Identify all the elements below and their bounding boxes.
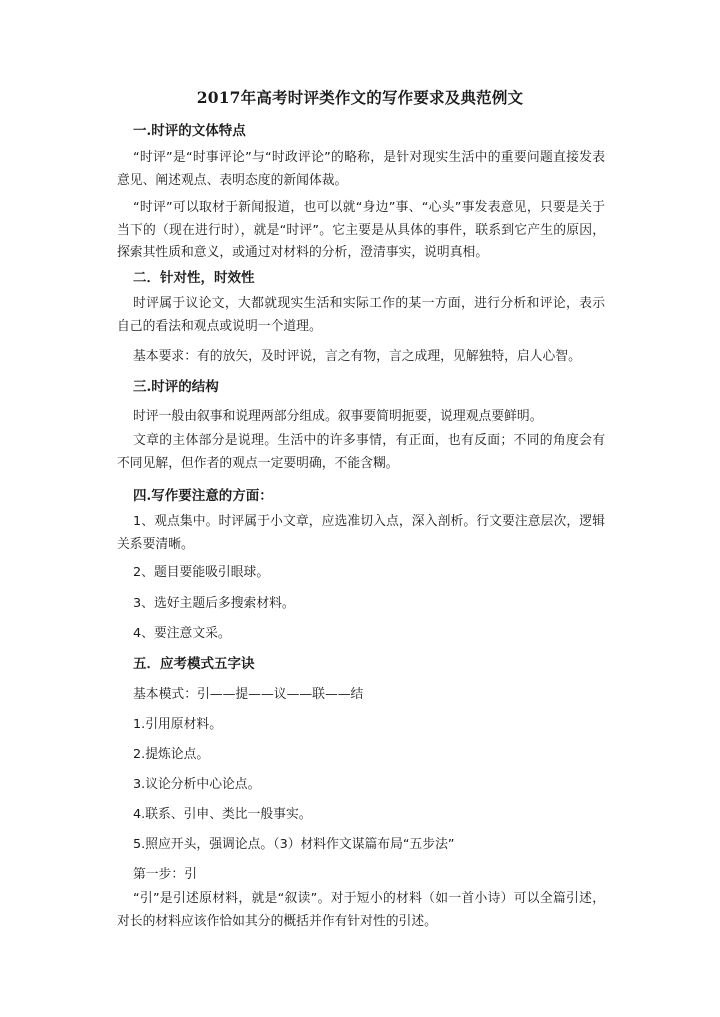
list-item: 3、选好主题后多搜索材料。 [133,596,295,611]
paragraph: 文章的主体部分是说理。生活中的许多事情，有正面，也有反面；不同的角度会有不同见解，但作者的观点一定要明确，不能含糊。 [117,433,605,471]
list-item: 2.提炼论点。 [133,747,210,762]
list-item: 1、观点集中。时评属于小文章，应选准切入点，深入剖析。行文要注意层次，逻辑关系要清晰。 [117,514,605,552]
paragraph: “引”是引述原材料，就是“叙读”。对于短小的材料（如一首小诗）可以全篇引述，对长的材料应该作恰如其分的概括并作有针对性的引述。 [117,891,605,929]
section-heading-1: 一.时评的文体特点 [133,123,246,139]
list-item: 2、题目要能吸引眼球。 [133,565,270,580]
section-heading-5: 五．应考模式五字诀 [133,656,255,672]
section-heading-2: 二．针对性，时效性 [133,270,255,286]
list-item: 4、要注意文采。 [133,626,231,641]
list-item: 5.照应开头，强调论点。（3）材料作文谋篇布局“五步法” [133,837,455,852]
paragraph: 时评属于议论文，大都就现实生活和实际工作的某一方面，进行分析和评论，表示自己的看法和观点或说明一个道理。 [117,296,605,334]
paragraph: 时评一般由叙事和说理两部分组成。叙事要简明扼要，说理观点要鲜明。 [133,409,543,424]
paragraph: 基本模式：引——提——议——联——结 [133,687,364,702]
paragraph: 第一步：引 [133,867,197,882]
paragraph: 基本要求：有的放矢，及时评说，言之有物，言之成理，见解独特，启人心智。 [133,349,581,364]
document-title: 2017年高考时评类作文的写作要求及典范例文 [196,88,524,107]
paragraph: “时评”可以取材于新闻报道，也可以就“身边”事、“心头”事发表意见，只要是关于当下的（现在进行时），就是“时评”。它主要是从具体的事件，联系到它产生的原因，探索其性质和意义，或通过对材料的分析，澄清事实，说明真相。 [117,200,605,260]
section-heading-4: 四.写作要注意的方面： [133,488,273,504]
paragraph: “时评”是“时事评论”与“时政评论”的略称，是针对现实生活中的重要问题直接发表意见、阐述观点、表明态度的新闻体裁。 [117,150,605,188]
list-item: 4.联系、引申、类比一般事实。 [133,807,312,822]
section-heading-3: 三.时评的结构 [133,379,219,395]
list-item: 3.议论分析中心论点。 [133,777,261,792]
list-item: 1.引用原材料。 [133,717,222,732]
